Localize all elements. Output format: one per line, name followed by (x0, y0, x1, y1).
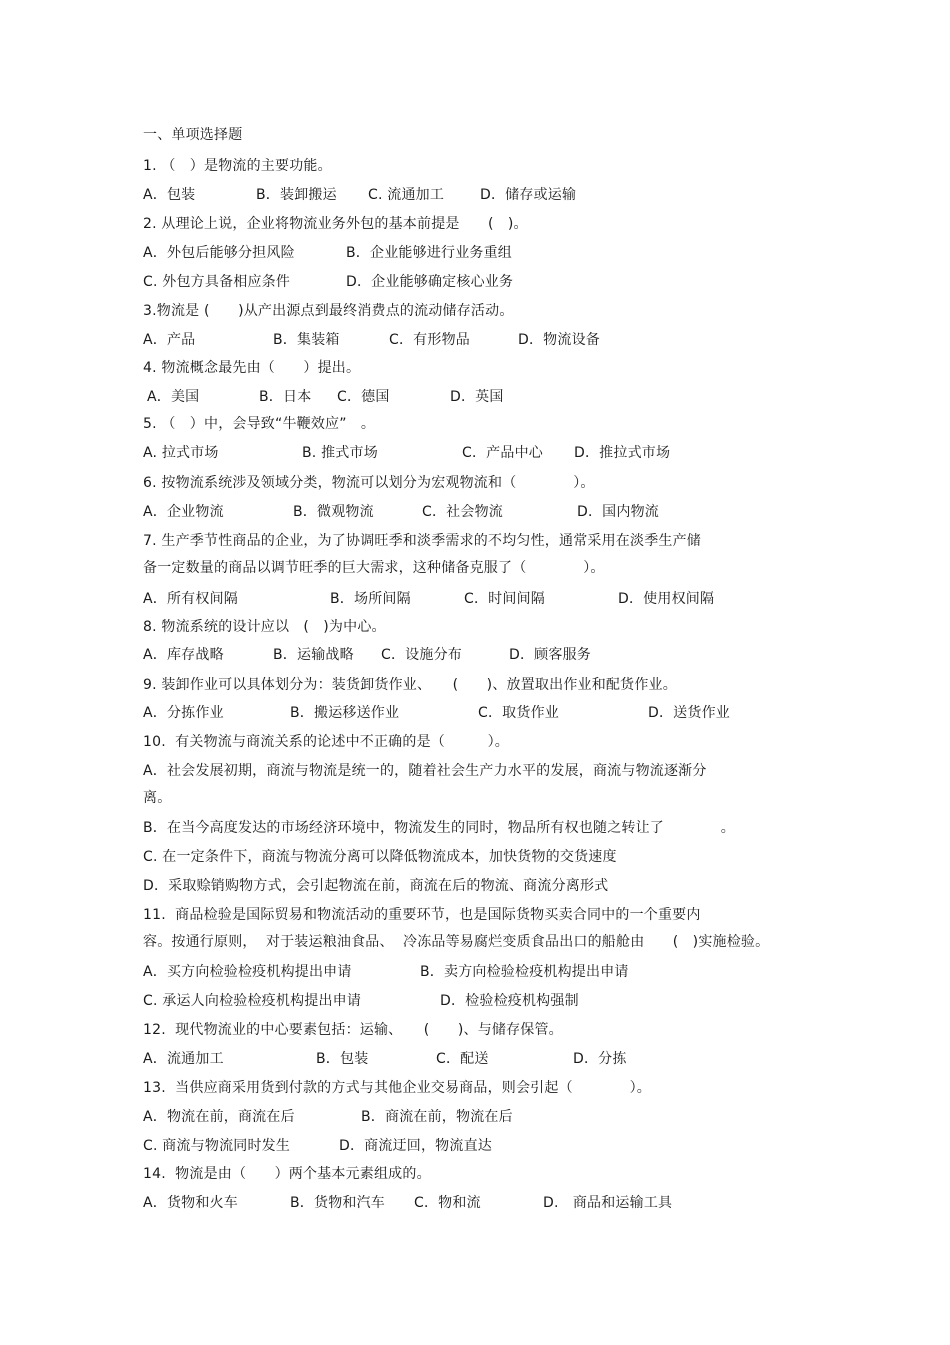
option-c: C．时间间隔 (464, 591, 545, 607)
option-a-continued: 离。 (143, 790, 172, 806)
option-a: A．物流在前，商流在后 (143, 1109, 295, 1125)
question-14: 14. 物流是由（ ）两个基本元素组成的。 (143, 1166, 431, 1182)
option-b: B. 推式市场 (302, 445, 378, 461)
option-d: D．商流迂回，物流直达 (339, 1138, 492, 1154)
option-b: B．企业能够进行业务重组 (346, 245, 513, 261)
option-a: A．美国 (147, 389, 200, 405)
option-c: C. 商流与物流同时发生 (143, 1138, 291, 1154)
option-d: D．顾客服务 (509, 647, 591, 663)
option-c: C．取货作业 (478, 705, 559, 721)
option-a: A．包装 (143, 187, 196, 203)
option-a: A．社会发展初期，商流与物流是统一的，随着社会生产力水平的发展，商流与物流逐渐分 (143, 763, 707, 779)
option-b: B．在当今高度发达的市场经济环境中，物流发生的同时，物品所有权也随之转让了 。 (143, 820, 736, 836)
question-9: 9. 装卸作业可以具体划分为：装货卸货作业、 ( )、放置取出作业和配货作业。 (143, 677, 677, 693)
option-a: A．企业物流 (143, 504, 224, 520)
option-d: D．检验检疫机构强制 (440, 993, 579, 1009)
option-a: A. 拉式市场 (143, 445, 219, 461)
option-d: D．分拣 (573, 1051, 627, 1067)
option-c: C．产品中心 (462, 445, 543, 461)
question-8: 8. 物流系统的设计应以 ( )为中心。 (143, 619, 386, 635)
option-d: D．采取赊销购物方式，会引起物流在前，商流在后的物流、商流分离形式 (143, 878, 609, 894)
option-b: B．装卸搬运 (256, 187, 337, 203)
option-a: A．买方向检验检疫机构提出申请 (143, 964, 352, 980)
option-b: B．集装箱 (273, 332, 340, 348)
option-a: A．所有权间隔 (143, 591, 238, 607)
option-b: B．货物和汽车 (290, 1195, 386, 1211)
option-b: B．场所间隔 (330, 591, 411, 607)
option-d: D．物流设备 (518, 332, 600, 348)
question-4: 4. 物流概念最先由（ ）提出。 (143, 360, 361, 376)
question-12: 12. 现代物流业的中心要素包括：运输、 ( )、与储存保管。 (143, 1022, 563, 1038)
option-a: A．流通加工 (143, 1051, 224, 1067)
question-3: 3.物流是 ( )从产出源点到最终消费点的流动储存活动。 (143, 303, 514, 319)
option-d: D．国内物流 (577, 504, 659, 520)
option-c: C. 在一定条件下，商流与物流分离可以降低物流成本，加快货物的交货速度 (143, 849, 617, 865)
option-a: A．产品 (143, 332, 196, 348)
option-b: B．包装 (316, 1051, 369, 1067)
option-d: D. 商品和运输工具 (543, 1195, 673, 1211)
option-d: D．推拉式市场 (574, 445, 671, 461)
option-c: C．配送 (436, 1051, 489, 1067)
option-c: C．有形物品 (389, 332, 470, 348)
question-6: 6. 按物流系统涉及领域分类，物流可以划分为宏观物流和（ ）。 (143, 475, 595, 491)
option-b: B．微观物流 (293, 504, 374, 520)
option-d: D．送货作业 (648, 705, 730, 721)
option-c: C. 外包方具备相应条件 (143, 274, 291, 290)
section-title: 一、单项选择题 (143, 127, 243, 143)
option-d: D．储存或运输 (480, 187, 577, 203)
option-c: C．物和流 (414, 1195, 481, 1211)
question-2: 2. 从理论上说，企业将物流业务外包的基本前提是 ( )。 (143, 216, 528, 232)
option-d: D．企业能够确定核心业务 (346, 274, 514, 290)
option-c: C. 流通加工 (368, 187, 445, 203)
option-c: C．德国 (337, 389, 390, 405)
question-10: 10. 有关物流与商流关系的论述中不正确的是（ ）。 (143, 734, 509, 750)
option-b: B．商流在前，物流在后 (361, 1109, 513, 1125)
option-c: C. 承运人向检验检疫机构提出申请 (143, 993, 362, 1009)
option-a: A．外包后能够分担风险 (143, 245, 295, 261)
question-7-line-2: 备一定数量的商品以调节旺季的巨大需求，这种储备克服了（ ）。 (143, 560, 605, 576)
option-b: B．日本 (259, 389, 312, 405)
question-7: 7. 生产季节性商品的企业，为了协调旺季和淡季需求的不均匀性，通常采用在淡季生产储 (143, 533, 702, 549)
option-a: A．库存战略 (143, 647, 224, 663)
question-11: 11. 商品检验是国际贸易和物流活动的重要环节，也是国际货物买卖合同中的一个重要内 (143, 907, 701, 923)
option-d: D．使用权间隔 (618, 591, 715, 607)
option-b: B．搬运移送作业 (290, 705, 400, 721)
option-b: B．运输战略 (273, 647, 354, 663)
question-5: 5. （ ）中，会导致“牛鞭效应” 。 (143, 416, 376, 432)
question-13: 13. 当供应商采用货到付款的方式与其他企业交易商品，则会引起（ ）。 (143, 1080, 651, 1096)
question-11-line-2: 容。按通行原则， 对于装运粮油食品、 冷冻品等易腐烂变质食品出口的船舱由 ( )实施检验。 (143, 934, 770, 950)
question-1: 1. （ ）是物流的主要功能。 (143, 158, 332, 174)
option-a: A．货物和火车 (143, 1195, 238, 1211)
option-c: C．设施分布 (381, 647, 462, 663)
option-b: B．卖方向检验检疫机构提出申请 (420, 964, 629, 980)
option-d: D．英国 (450, 389, 504, 405)
option-c: C．社会物流 (422, 504, 503, 520)
option-a: A．分拣作业 (143, 705, 224, 721)
